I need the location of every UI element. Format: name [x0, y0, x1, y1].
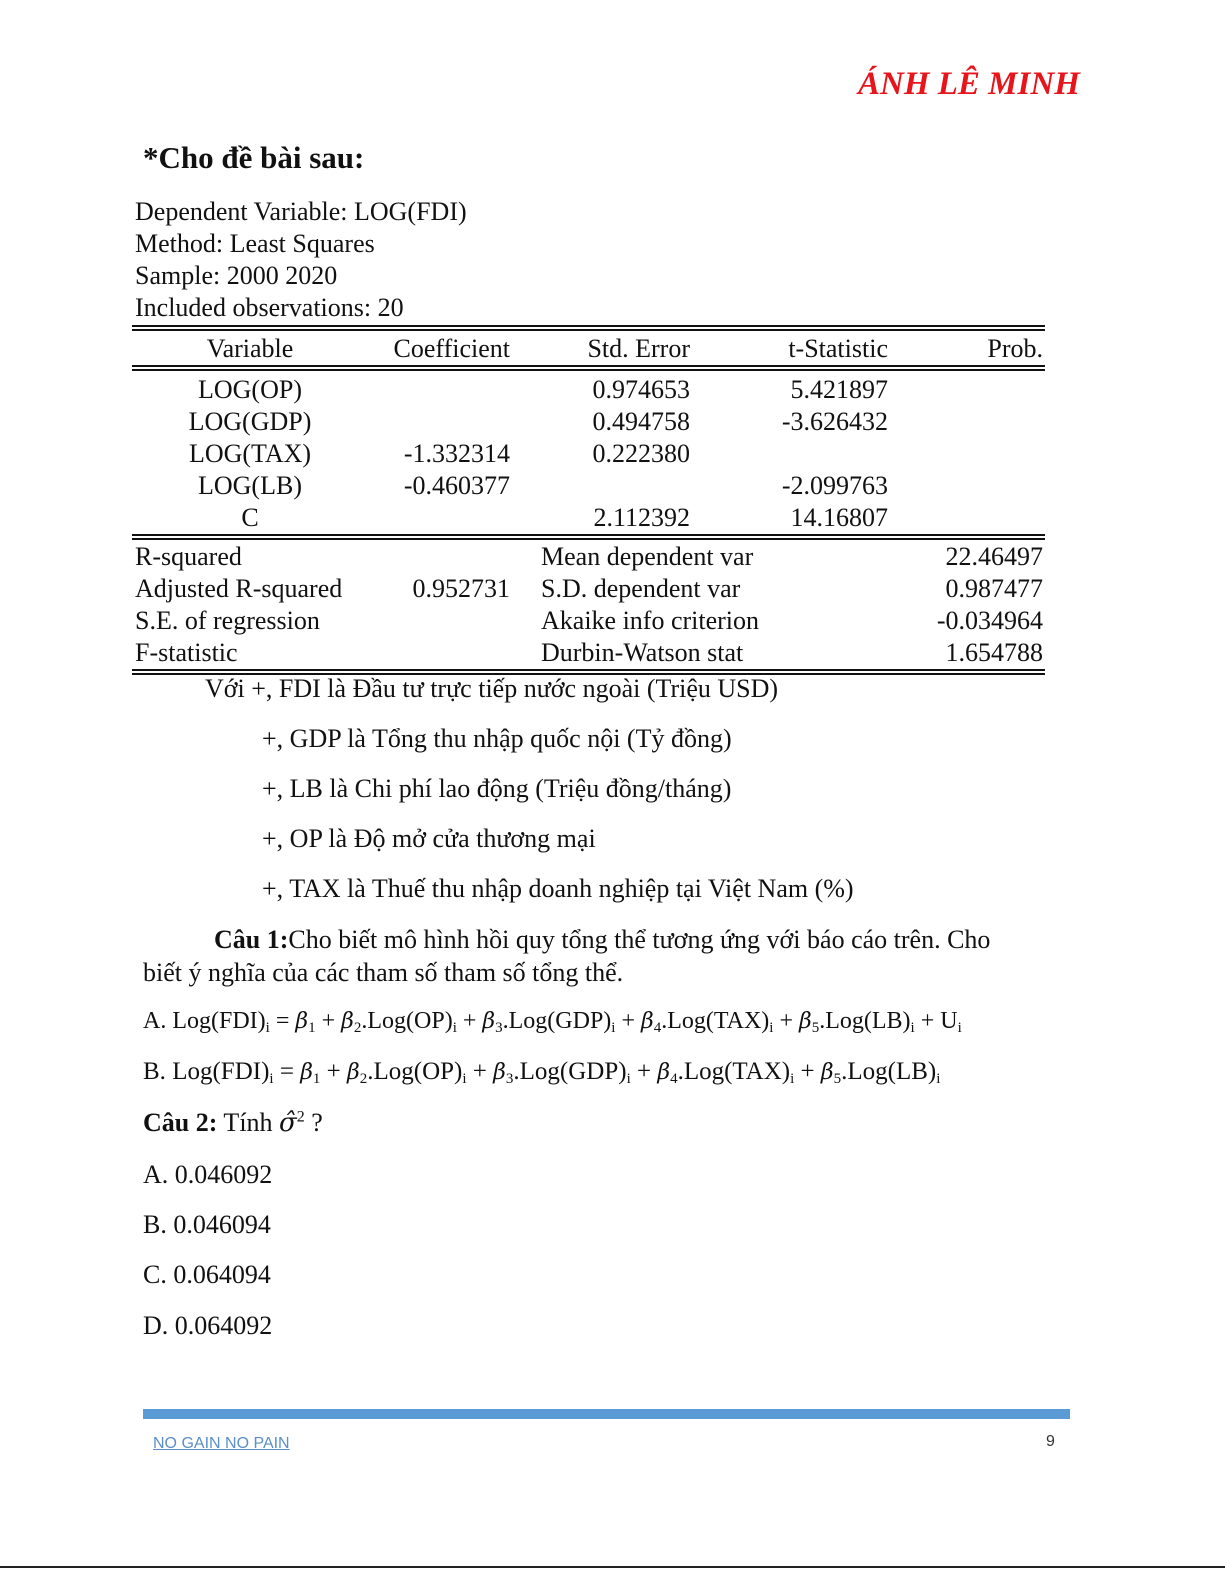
footer-bar [143, 1409, 1070, 1419]
stat-value: -0.034964 [936, 606, 1043, 635]
variable-cell: LOG(OP) [198, 375, 302, 404]
definition-item: +, TAX là Thuế thu nhập doanh nghiệp tại Việt Nam (%) [262, 874, 854, 903]
definition-item: +, GDP là Tổng thu nhập quốc nội (Tỷ đồng) [262, 724, 732, 753]
stat-value: 0.987477 [945, 574, 1043, 603]
table-rule [132, 365, 1045, 367]
column-header: t-Statistic [788, 334, 888, 363]
question-2-line: Câu 2: Tính σ̂$^2$ ? [143, 1108, 323, 1138]
column-header: Prob. [987, 334, 1043, 363]
question-2-option: A. 0.046092 [143, 1160, 273, 1189]
std-error-cell: 0.222380 [592, 439, 690, 468]
variable-cell: LOG(GDP) [188, 407, 312, 436]
coefficient-cell: -1.332314 [403, 439, 510, 468]
author-name: ÁNH LÊ MINH [858, 66, 1080, 102]
variable-cell: LOG(LB) [198, 471, 302, 500]
variable-cell: LOG(TAX) [188, 439, 312, 468]
stat-label: Mean dependent var [541, 542, 754, 571]
question-1-option-a: A. $Log(FDI)_i = \beta_1 + \beta_2.Log(OP)_i + \beta_3.Log(GDP)_i + \beta_4.Log(TAX)_i + \beta_5.Log(LB)_i + U_i$ [143, 1008, 962, 1036]
definition-intro: Với +, FDI là Đầu tư trực tiếp nước ngoài (Triệu USD) [205, 674, 779, 703]
table-rule [132, 369, 1045, 371]
page-number: 9 [1046, 1433, 1055, 1450]
stat-label: R-squared [135, 542, 242, 571]
column-header: Std. Error [587, 334, 690, 363]
stat-label: Adjusted R-squared [135, 574, 343, 603]
question-1-line [214, 925, 990, 955]
std-error-cell: 2.112392 [593, 503, 690, 532]
question-2-option: D. 0.064092 [143, 1311, 273, 1340]
column-header: Variable [206, 334, 294, 363]
page-heading: *Cho đề bài sau: [143, 140, 365, 175]
stat-label: Durbin-Watson stat [541, 638, 744, 667]
std-error-cell: 0.974653 [592, 375, 690, 404]
method: Method: Least Squares [135, 229, 375, 258]
std-error-cell: 0.494758 [592, 407, 690, 436]
question-1-option-b: B. $Log(FDI)_i = \beta_1 + \beta_2.Log(OP)_i + \beta_3.Log(GDP)_i + \beta_4.Log(TAX)_i + \beta_5.Log(LB)_i$ [143, 1058, 941, 1087]
sigma-hat-symbol: σ̂ [279, 1108, 297, 1138]
question-2-option: C. 0.064094 [143, 1260, 271, 1289]
question-2-text: Tính [217, 1108, 280, 1137]
footer-motto: NO GAIN NO PAIN [153, 1435, 290, 1452]
coefficient-cell: -0.460377 [403, 471, 510, 500]
stat-value: 1.654788 [945, 638, 1043, 667]
column-header: Coefficient [393, 334, 510, 363]
t-stat-cell: 5.421897 [790, 375, 888, 404]
table-rule [132, 534, 1045, 536]
stat-label: Akaike info criterion [541, 606, 760, 635]
stat-value: 0.952731 [412, 574, 510, 603]
question-1-text-line2: biết ý nghĩa của các tham số tham số tổng thể. [143, 958, 624, 987]
t-stat-cell: -2.099763 [781, 471, 888, 500]
variable-cell: C [241, 503, 259, 532]
t-stat-cell: -3.626432 [781, 407, 888, 436]
stat-label: F-statistic [135, 638, 238, 667]
table-rule [132, 669, 1045, 671]
question-1-label: Câu 1: [214, 925, 289, 954]
question-2-label: Câu 2: [143, 1108, 218, 1137]
sigma-power: 2 [296, 1108, 305, 1126]
page-bottom-border [0, 1566, 1225, 1568]
t-stat-cell: 14.16807 [790, 503, 888, 532]
stat-label: S.D. dependent var [541, 574, 741, 603]
sample: Sample: 2000 2020 [135, 261, 338, 290]
observations: Included observations: 20 [135, 293, 404, 322]
table-rule [132, 329, 1045, 331]
question-1-text: Cho biết mô hình hồi quy tổng thể tương ứng với báo cáo trên. Cho [288, 925, 991, 954]
dependent-variable: Dependent Variable: LOG(FDI) [135, 197, 467, 226]
stat-value: 22.46497 [945, 542, 1043, 571]
table-rule [132, 325, 1045, 327]
definition-item: +, LB là Chi phí lao động (Triệu đồng/tháng) [262, 774, 732, 803]
question-2-option: B. 0.046094 [143, 1210, 271, 1239]
table-rule [132, 538, 1045, 540]
stat-label: S.E. of regression [135, 606, 320, 635]
definition-item: +, OP là Độ mở cửa thương mại [262, 824, 596, 853]
